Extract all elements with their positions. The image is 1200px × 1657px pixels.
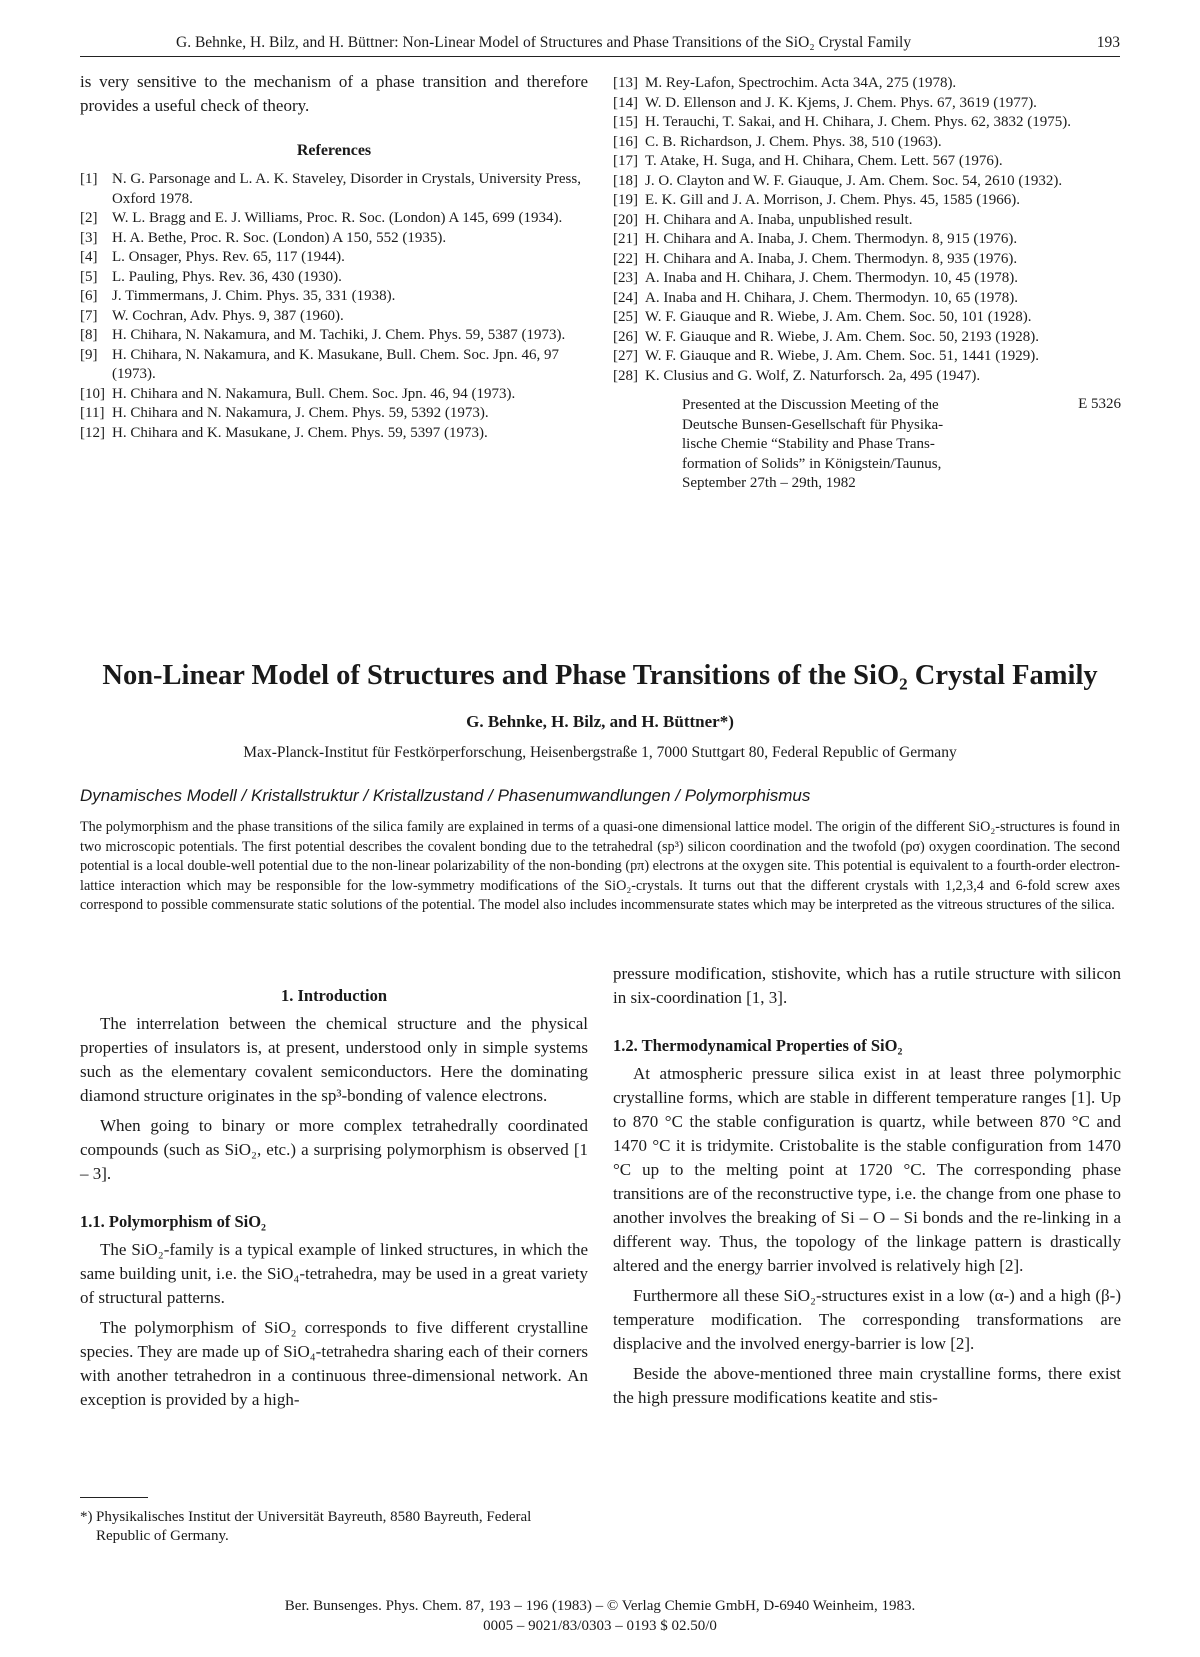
reference-item	[80, 404, 588, 424]
reference-text: M. Rey-Lafon, Spectrochim. Acta 34A, 275 (1978).	[645, 75, 957, 91]
presented-line: formation of Solids” in Königstein/Taunus,	[682, 455, 942, 472]
reference-text: E. K. Gill and J. A. Morrison, J. Chem. Phys. 45, 1585 (1966).	[645, 192, 1020, 208]
reference-item	[613, 347, 1121, 367]
reference-item	[80, 268, 588, 288]
article-affiliation: Max-Planck-Institut für Festkörperforschung, Heisenbergstraße 1, 7000 Stuttgart 80, Federal Republic of Germany	[243, 744, 957, 761]
reference-item	[613, 211, 1121, 231]
polymorphism-paragraph-2: The polymorphism of SiO₂ corresponds to five different crystalline species. They are made up of SiO₄-tetrahedra sharing each of their corners with another tetrahedron in a continuous three-dimensional network. An exception is provided by a high-	[80, 1318, 588, 1409]
reference-number: [15]	[613, 114, 638, 130]
right-continuation-paragraph: pressure modification, stishovite, which has a rutile structure with silicon in six-coordination [1, 3].	[613, 964, 1121, 1007]
reference-text: A. Inaba and H. Chihara, J. Chem. Thermodyn. 10, 65 (1978).	[645, 289, 1018, 306]
reference-item	[613, 367, 1121, 387]
thermo-paragraph-2: Furthermore all these SiO₂-structures exist in a low (α-) and a high (β-) temperature modification. The corresponding transformations are displacive and the involved energy-barrier is low [2].	[613, 1286, 1121, 1353]
presented-line: lische Chemie “Stability and Phase Trans-	[682, 436, 935, 452]
reference-text: J. O. Clayton and W. F. Giauque, J. Am. Chem. Soc. 54, 2610 (1932).	[645, 172, 1063, 189]
reference-item	[613, 230, 1121, 250]
journal-footer	[80, 1596, 1120, 1636]
reference-text: H. A. Bethe, Proc. R. Soc. (London) A 150, 552 (1935).	[112, 229, 447, 246]
reference-number: [1]	[80, 171, 98, 187]
section-heading-thermodynamics: 1.2. Thermodynamical Properties of SiO₂	[613, 1036, 903, 1055]
reference-text: W. Cochran, Adv. Phys. 9, 387 (1960).	[112, 307, 344, 324]
reference-text: J. Timmermans, J. Chim. Phys. 35, 331 (1938).	[112, 288, 396, 304]
reference-number: [17]	[613, 153, 638, 169]
reference-number: [10]	[80, 385, 105, 402]
reference-item	[613, 328, 1121, 348]
reference-text: W. F. Giauque and R. Wiebe, J. Am. Chem. Soc. 50, 101 (1928).	[645, 309, 1032, 325]
reference-text: N. G. Parsonage and L. A. K. Staveley, Disorder in Crystals, University Press, Oxford 1978.	[112, 171, 581, 207]
article-title: Non-Linear Model of Structures and Phase Transitions of the SiO₂ Crystal Family	[102, 660, 1098, 691]
reference-item	[80, 248, 588, 268]
reference-number: [19]	[613, 192, 638, 208]
body-right-column	[613, 962, 1121, 1410]
reference-number: [23]	[613, 270, 638, 286]
reference-number: [9]	[80, 346, 98, 363]
footnote-mark: *)	[80, 1509, 93, 1525]
reference-item	[613, 269, 1121, 289]
thermo-paragraph-1: At atmospheric pressure silica exist in at least three polymorphic crystalline forms, which are stable in different temperature ranges [1]. Up to 870 °C the stable configuration is quartz, while between 870 °C and 1470 °C it is tridymite. Cristobalite is the stable configuration from 1470 °C up to the melting point at 1720 °C. The corresponding phase transitions are of the reconstructive type, i.e. the change from one phase to another involves the breaking of Si – O – Si bonds and the re-linking in a different way. Thus, the topology of the linkage pattern is drastically altered and the energy barrier involved is relatively high [2].	[613, 1064, 1121, 1275]
reference-text: H. Chihara, N. Nakamura, and K. Masukane, Bull. Chem. Soc. Jpn. 46, 97 (1973).	[112, 346, 560, 382]
reference-number: [6]	[80, 288, 98, 304]
footer-issn: 0005 – 9021/83/0303 – 0193 $ 02.50/0	[483, 1618, 717, 1634]
header-rule	[80, 56, 1120, 57]
reference-item	[613, 250, 1121, 270]
reference-text: A. Inaba and H. Chihara, J. Chem. Thermodyn. 10, 45 (1978).	[645, 270, 1018, 286]
reference-text: H. Chihara and N. Nakamura, Bull. Chem. Soc. Jpn. 46, 94 (1973).	[112, 385, 516, 402]
footnote-text: Physikalisches Institut der Universität Bayreuth, 8580 Bayreuth, Federal Republic of Germany.	[96, 1509, 532, 1544]
prev-article-left-column	[80, 70, 588, 443]
presented-line: Deutsche Bunsen-Gesellschaft für Physika-	[682, 416, 944, 433]
article-authors: G. Behnke, H. Bilz, and H. Büttner*)	[466, 712, 734, 731]
reference-text: L. Onsager, Phys. Rev. 65, 117 (1944).	[112, 249, 345, 265]
reference-number: [3]	[80, 229, 98, 246]
reference-number: [24]	[613, 289, 638, 306]
footer-citation: Ber. Bunsenges. Phys. Chem. 87, 193 – 196 (1983) – © Verlag Chemie GmbH, D-6940 Weinheim, 1983.	[284, 1598, 916, 1614]
reference-number: [12]	[80, 424, 105, 441]
reference-item	[80, 229, 588, 249]
section-heading-introduction: 1. Introduction	[280, 986, 388, 1005]
reference-item	[613, 308, 1121, 328]
reference-number: [7]	[80, 307, 98, 324]
presented-line: Presented at the Discussion Meeting of the	[682, 397, 939, 413]
article-abstract: The polymorphism and the phase transitions of the silica family are explained in terms of a quasi-one dimensional lattice model. The origin of the different SiO₂-structures is found in two microscopic potentials. The first potential describes the covalent bonding due to the tetrahedral (sp³) silicon coordination and the twofold (pσ) oxygen coordination. The second potential is a local double-well potential due to the non-linear polarizability of the non-bonding (pπ) electrons at the oxygen site. This potential is equivalent to a fourth-order electron-lattice interaction which may be responsible for the low-symmetry modifications of the SiO₂-crystals. It turns out that the different crystals with 1,2,3,4 and 6-fold screw axes correspond to possible commensurate static solutions of the potential. The model also includes incommensurate states which may be interpreted as the vitreous structures of the silica.	[80, 819, 1120, 913]
reference-item	[80, 326, 588, 346]
reference-item	[80, 287, 588, 307]
prev-article-right-column	[613, 74, 1121, 496]
reference-item	[613, 152, 1121, 172]
references-list-right	[613, 74, 1121, 386]
reference-number: [26]	[613, 328, 638, 345]
reference-item	[80, 170, 588, 209]
reference-number: [8]	[80, 327, 98, 343]
reference-text: H. Chihara, N. Nakamura, and M. Tachiki, J. Chem. Phys. 59, 5387 (1973).	[112, 327, 566, 343]
reference-number: [25]	[613, 309, 638, 325]
page-number: 193	[1096, 34, 1120, 51]
reference-item	[613, 113, 1121, 133]
presentation-note	[613, 396, 1121, 496]
body-left-column	[80, 986, 588, 1412]
running-title: G. Behnke, H. Bilz, and H. Büttner: Non-Linear Model of Structures and Phase Transitions of the SiO₂ Crystal Family	[176, 34, 912, 51]
reference-number: [13]	[613, 75, 638, 91]
references-heading: References	[296, 142, 372, 159]
footnote-rule	[80, 1497, 148, 1498]
prev-article-closing-text: is very sensitive to the mechanism of a phase transition and therefore provides a useful check of theory.	[80, 72, 588, 115]
reference-item	[80, 385, 588, 405]
reference-item	[80, 307, 588, 327]
thermo-paragraph-3: Beside the above-mentioned three main crystalline forms, there exist the high pressure modifications keatite and stis-	[613, 1364, 1121, 1407]
reference-text: C. B. Richardson, J. Chem. Phys. 38, 510 (1963).	[645, 133, 942, 150]
reference-number: [22]	[613, 250, 638, 267]
reference-number: [20]	[613, 211, 638, 228]
reference-text: W. F. Giauque and R. Wiebe, J. Am. Chem. Soc. 51, 1441 (1929).	[645, 348, 1039, 364]
reference-item	[613, 94, 1121, 114]
reference-number: [18]	[613, 172, 638, 189]
reference-item	[613, 289, 1121, 309]
reference-item	[80, 424, 588, 444]
reference-item	[613, 74, 1121, 94]
reference-number: [2]	[80, 210, 98, 226]
intro-paragraph-1: The interrelation between the chemical structure and the physical properties of insulators is, at present, understood only in simple systems such as the elementary covalent semiconductors. Here the dominating diamond structure originates in the sp³-bonding of valence electrons.	[80, 1014, 588, 1105]
reference-text: H. Terauchi, T. Sakai, and H. Chihara, J. Chem. Phys. 62, 3832 (1975).	[645, 114, 1071, 130]
reference-text: H. Chihara and A. Inaba, J. Chem. Thermodyn. 8, 915 (1976).	[645, 231, 1018, 247]
reference-text: H. Chihara and K. Masukane, J. Chem. Phys. 59, 5397 (1973).	[112, 424, 488, 441]
reference-number: [16]	[613, 133, 638, 150]
reference-number: [11]	[80, 405, 105, 421]
presented-line: September 27th – 29th, 1982	[682, 475, 856, 491]
reference-text: H. Chihara and A. Inaba, J. Chem. Thermodyn. 8, 935 (1976).	[645, 250, 1018, 267]
article-code: E 5326	[1078, 396, 1121, 412]
article-keywords: Dynamisches Modell / Kristallstruktur / Kristallzustand / Phasenumwandlungen / Polymorphismus	[80, 786, 811, 805]
reference-text: K. Clusius and G. Wolf, Z. Naturforsch. 2a, 495 (1947).	[645, 367, 981, 384]
reference-text: W. D. Ellenson and J. K. Kjems, J. Chem. Phys. 67, 3619 (1977).	[645, 94, 1037, 111]
presented-text	[682, 396, 982, 494]
intro-paragraph-2: When going to binary or more complex tetrahedrally coordinated compounds (such as SiO₂, etc.) a surprising polymorphism is observed [1 – 3].	[80, 1116, 588, 1183]
reference-item	[613, 172, 1121, 192]
reference-text: W. L. Bragg and E. J. Williams, Proc. R. Soc. (London) A 145, 699 (1934).	[112, 210, 563, 226]
reference-item	[613, 191, 1121, 211]
polymorphism-paragraph-1: The SiO₂-family is a typical example of linked structures, in which the same building unit, i.e. the SiO₄-tetrahedra, may be used in a great variety of structural patterns.	[80, 1240, 588, 1307]
reference-number: [27]	[613, 348, 638, 364]
reference-item	[80, 209, 588, 229]
references-list-left	[80, 170, 588, 443]
reference-text: W. F. Giauque and R. Wiebe, J. Am. Chem. Soc. 50, 2193 (1928).	[645, 328, 1039, 345]
reference-item	[613, 133, 1121, 153]
reference-number: [5]	[80, 268, 98, 285]
author-footnote	[80, 1508, 588, 1546]
reference-text: H. Chihara and A. Inaba, unpublished result.	[645, 211, 913, 228]
reference-number: [4]	[80, 249, 98, 265]
reference-text: H. Chihara and N. Nakamura, J. Chem. Phys. 59, 5392 (1973).	[112, 405, 489, 421]
reference-item	[80, 346, 588, 385]
reference-text: L. Pauling, Phys. Rev. 36, 430 (1930).	[112, 268, 342, 285]
reference-number: [28]	[613, 367, 638, 384]
section-heading-polymorphism: 1.1. Polymorphism of SiO₂	[80, 1212, 266, 1231]
reference-text: T. Atake, H. Suga, and H. Chihara, Chem. Lett. 567 (1976).	[645, 153, 1003, 169]
reference-number: [14]	[613, 94, 638, 111]
reference-number: [21]	[613, 231, 638, 247]
